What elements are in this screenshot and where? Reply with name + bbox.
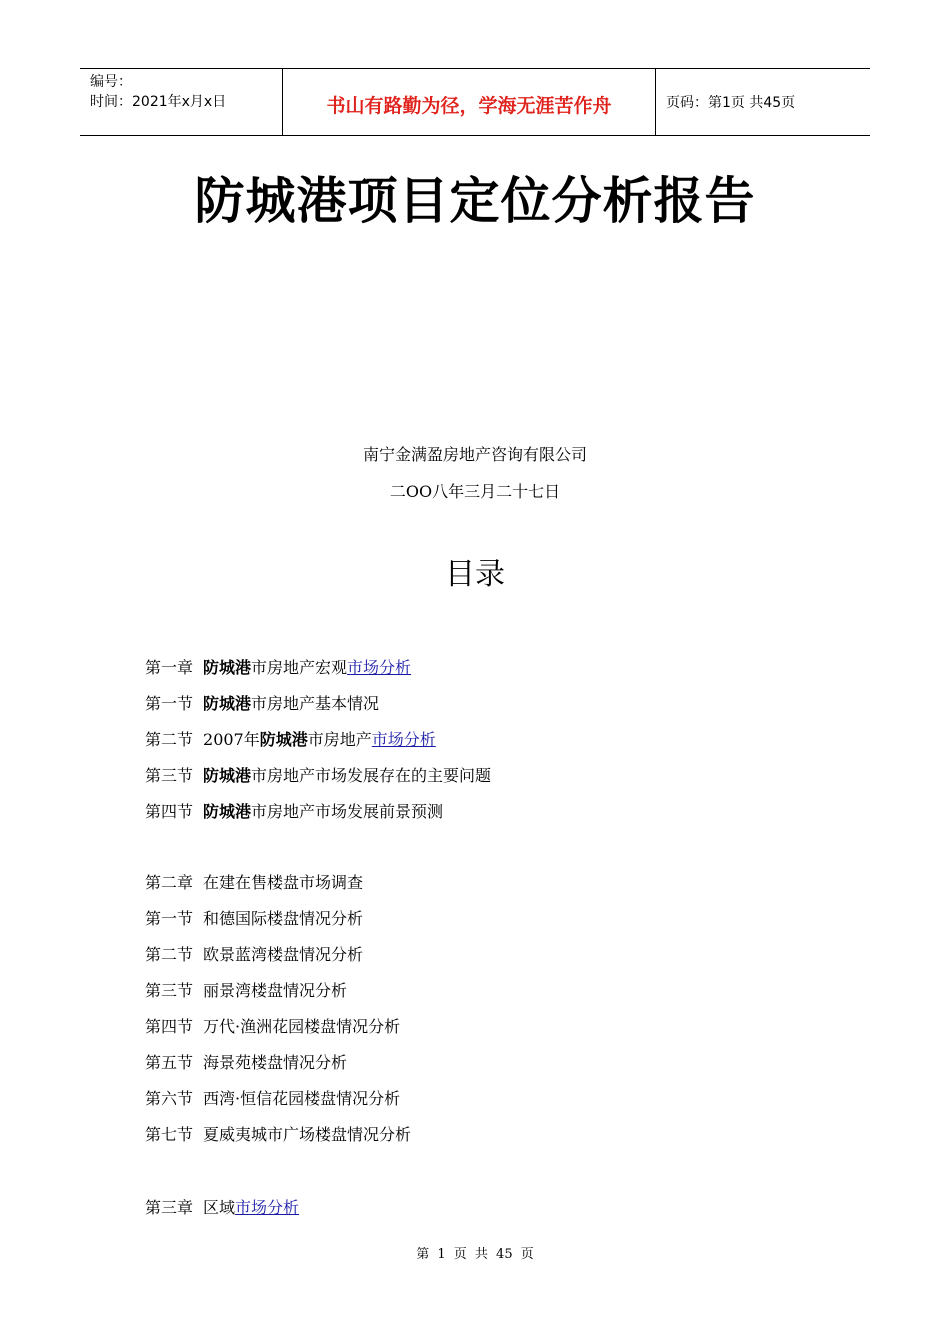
toc-entry: 第一节 防城港市房地产基本情况 xyxy=(145,694,380,713)
header-motto: 书山有路勤为径，学海无涯苦作舟 xyxy=(282,69,656,135)
toc-entry: 第一章 防城港市房地产宏观市场分析 xyxy=(145,658,412,677)
number-label: 编号： xyxy=(90,74,132,90)
toc-entry: 第四节 防城港市房地产市场发展前景预测 xyxy=(145,802,444,821)
time-label: 时间：2021年x月x日 xyxy=(90,94,227,110)
page-header xyxy=(80,68,870,136)
toc-link[interactable]: 市场分析 xyxy=(235,1198,300,1217)
toc-title: 目录 xyxy=(445,557,505,592)
toc-entry: 第三节 丽景湾楼盘情况分析 xyxy=(145,981,348,1000)
company-name: 南宁金满盈房地产咨询有限公司 xyxy=(362,445,587,464)
toc-entry: 第二节 欧景蓝湾楼盘情况分析 xyxy=(145,945,364,964)
page-footer: 第 1 页 共 45 页 xyxy=(416,1247,534,1262)
document-title: 防城港项目定位分析报告 xyxy=(194,172,756,230)
document-date: 二OO八年三月二十七日 xyxy=(389,482,561,501)
toc-link[interactable]: 市场分析 xyxy=(371,730,436,749)
header-meta xyxy=(80,69,282,135)
toc-entry: 第三节 防城港市房地产市场发展存在的主要问题 xyxy=(145,766,492,785)
toc-entry: 第一节 和德国际楼盘情况分析 xyxy=(145,909,364,928)
toc-entry: 第四节 万代·渔洲花园楼盘情况分析 xyxy=(145,1017,401,1036)
toc-entry: 第五节 海景苑楼盘情况分析 xyxy=(145,1053,348,1072)
toc-entry: 第三章 区域市场分析 xyxy=(145,1198,300,1217)
toc-entry: 第二节 2007年防城港市房地产市场分析 xyxy=(145,730,436,749)
toc-entry: 第六节 西湾·恒信花园楼盘情况分析 xyxy=(145,1089,401,1108)
toc-entry: 第七节 夏威夷城市广场楼盘情况分析 xyxy=(145,1125,412,1144)
header-page-info: 页码：第1页 共45页 xyxy=(666,95,796,111)
toc-link[interactable]: 市场分析 xyxy=(347,658,412,677)
toc-entry: 第二章 在建在售楼盘市场调查 xyxy=(145,873,364,892)
